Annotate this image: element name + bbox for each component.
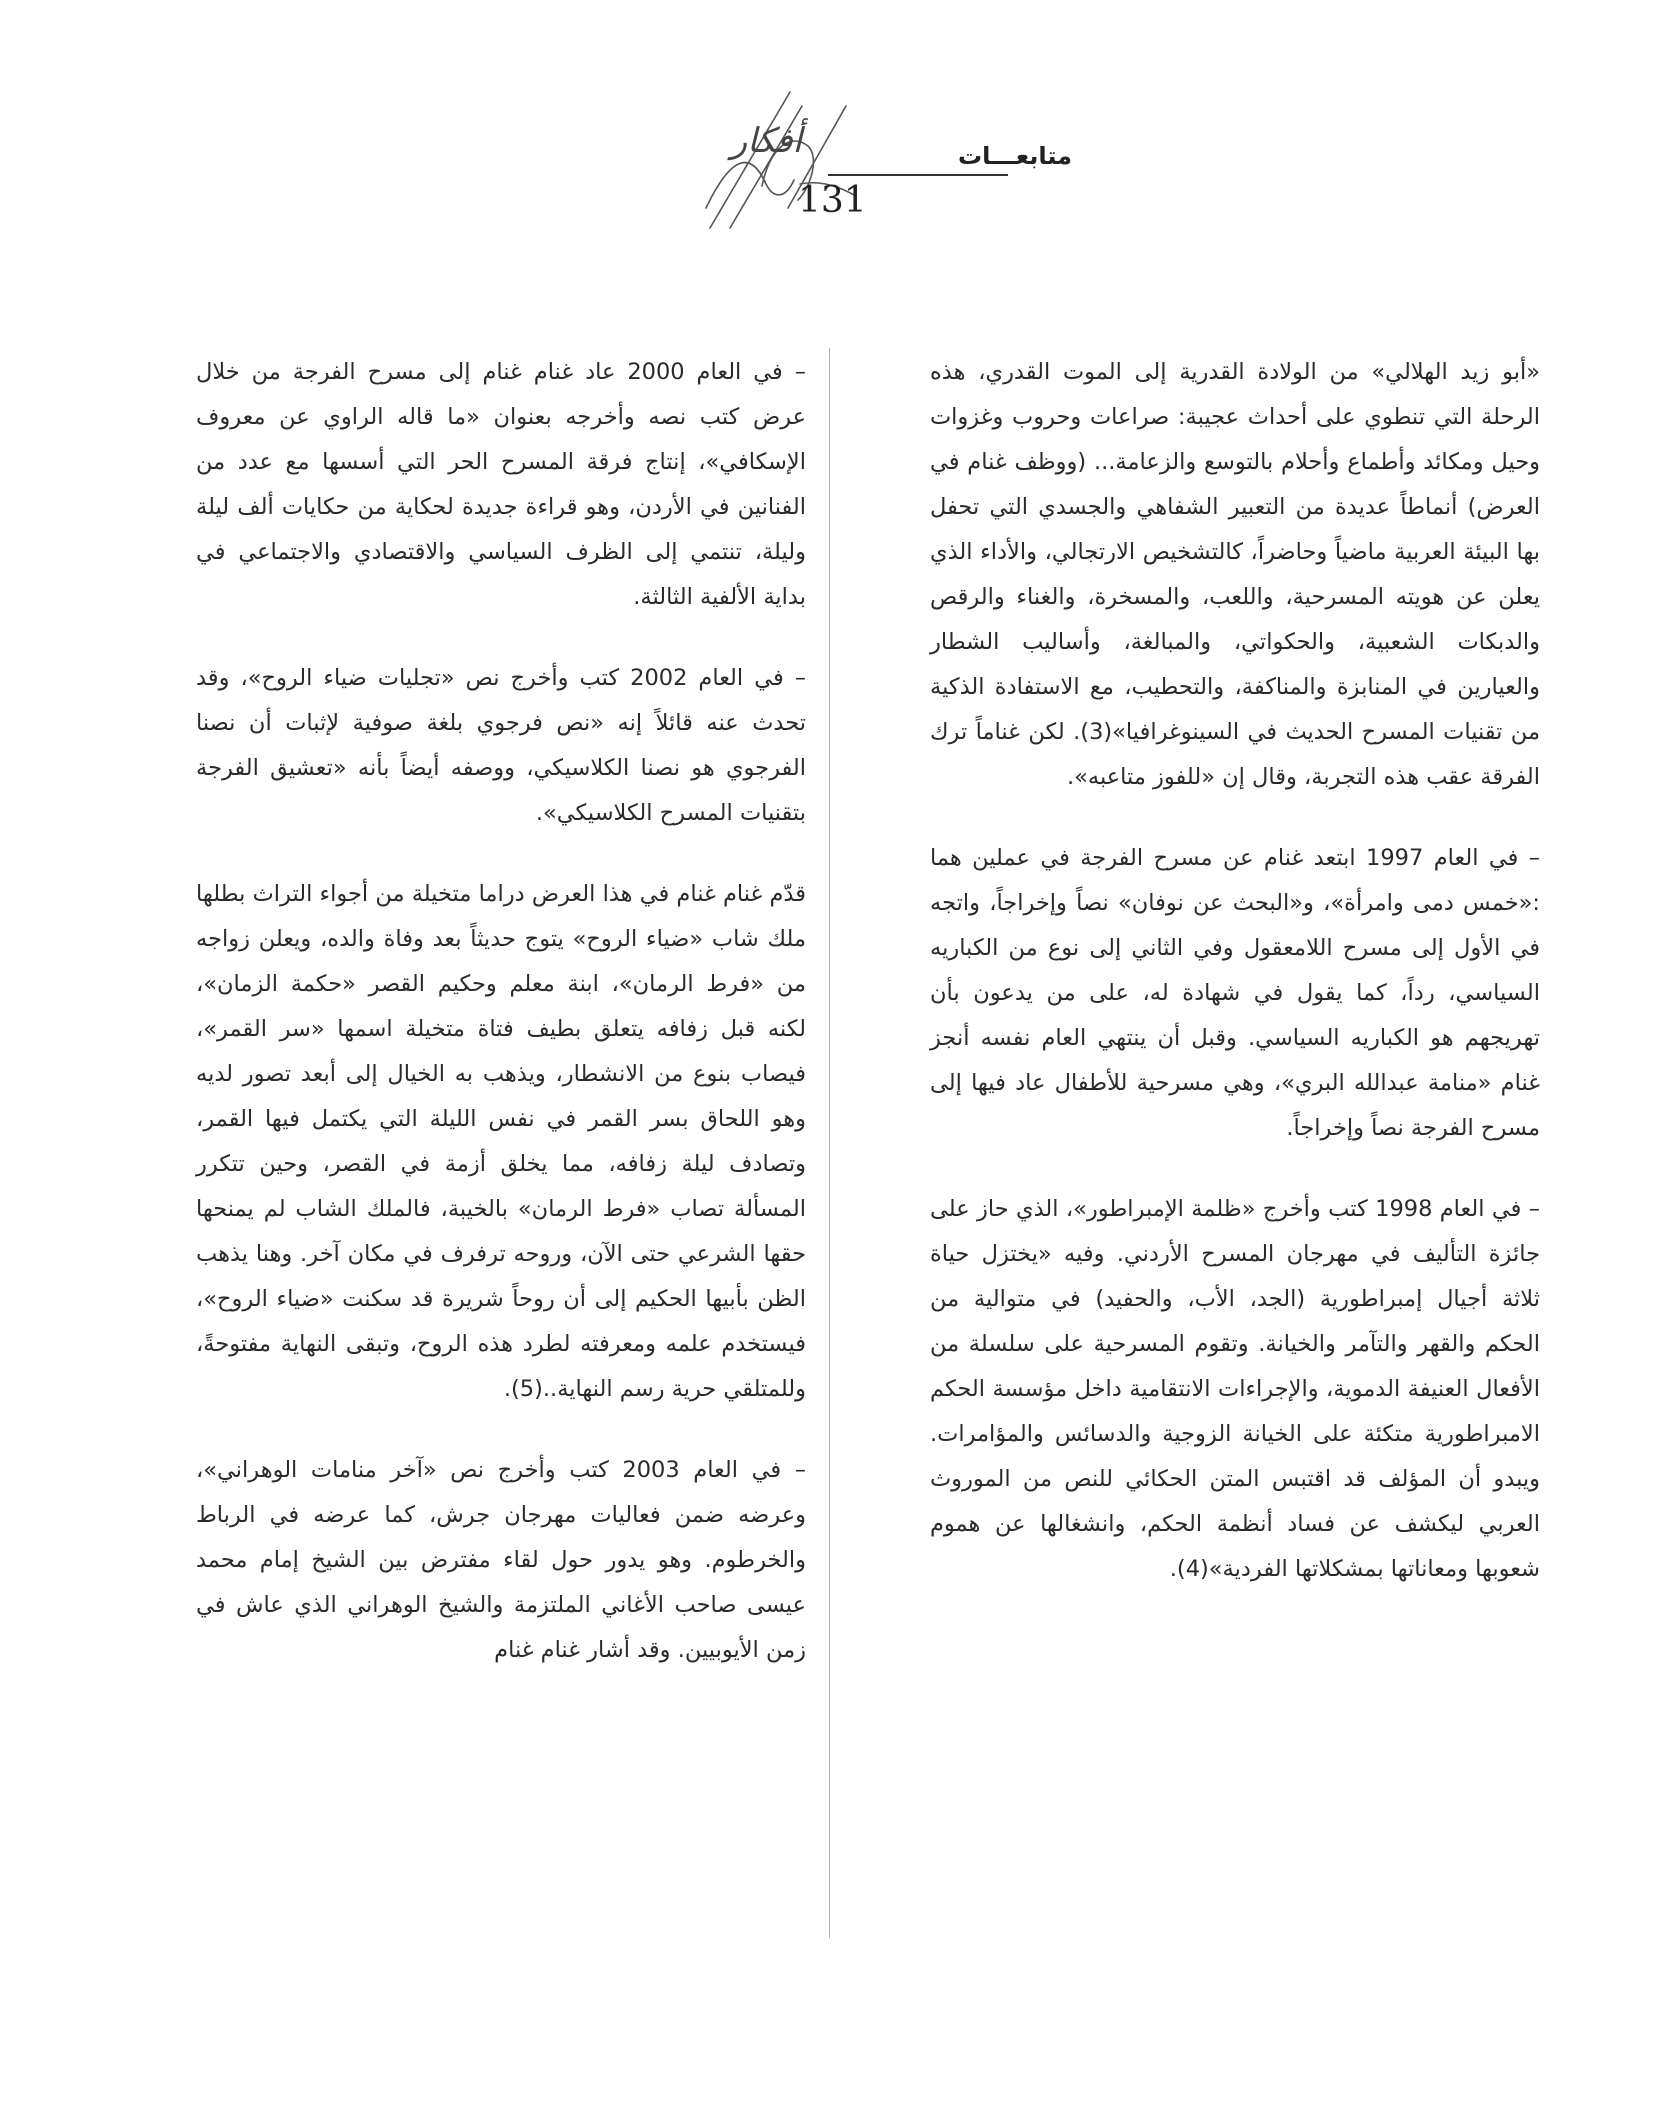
left-column	[196, 350, 806, 1709]
column-divider	[829, 348, 830, 1938]
paragraph: – في العام 2002 كتب وأخرج نص «تجليات ضياء الروح»، وقد تحدث عنه قائلاً إنه «نص فرجوي بلغة صوفية لإثبات أن نصنا الفرجوي هو نصنا الكلاسيكي، ووصفه أيضاً بأنه «تعشيق الفرجة بتقنيات المسرح الكلاسيكي».	[196, 665, 806, 826]
header-rule	[828, 174, 1008, 176]
paragraph: «أبو زيد الهلالي» من الولادة القدرية إلى الموت القدري، هذه الرحلة التي تنطوي على أحداث عجيبة: صراعات وحروب وغزوات وحيل ومكائد وأطماع وأحلام بالتوسع والزعامة... (ووظف غنام في العرض) أنماطاً عديدة من التعبير الشفاهي والجسدي التي تحفل بها البيئة العربية ماضياً وحاضراً، كالتشخيص الارتجالي، والأداء الذي يعلن عن هويته المسرحية، واللعب، والمسخرة، والغناء والرقص والدبكات الشعبية، والحكواتي، والمبالغة، وأساليب الشطار والعيارين في المنابزة والمناكفة، والتحطيب، مع الاستفادة الذكية من تقنيات المسرح الحديث في السينوغرافيا»(3). لكن غناماً ترك الفرقة عقب هذه التجربة، وقال إن «للفوز متاعبه».	[930, 359, 1540, 790]
paragraph: – في العام 2000 عاد غنام غنام إلى مسرح الفرجة من خلال عرض كتب نصه وأخرجه بعنوان «ما قاله الراوي عن معروف الإسكافي»، إنتاج فرقة المسرح الحر التي أسسها مع عدد من الفنانين في الأردن، وهو قراءة جديدة لحكاية من حكايات ألف ليلة وليلة، تنتمي إلى الظرف السياسي والاقتصادي والاجتماعي في بداية الألفية الثالثة.	[196, 359, 806, 610]
paragraph: – في العام 2003 كتب وأخرج نص «آخر منامات الوهراني»، وعرضه ضمن فعاليات مهرجان جرش، كما عرضه في الرباط والخرطوم. وهو يدور حول لقاء مفترض بين الشيخ إمام محمد عيسى صاحب الأغاني الملتزمة والشيخ الوهراني الذي عاش في زمن الأيوبيين. وقد أشار غنام غنام	[196, 1457, 806, 1663]
paragraph: – في العام 1997 ابتعد غنام عن مسرح الفرجة في عملين هما :«خمس دمى وامرأة»، و«البحث عن نوفان» نصاً وإخراجاً، واتجه في الأول إلى مسرح اللامعقول وفي الثاني إلى نوع من الكباريه السياسي، رداً، كما يقول في شهادة له، على من يدعون بأن تهريجهم هو الكباريه السياسي. وقبل أن ينتهي العام نفسه أنجز غنام «منامة عبدالله البري»، وهي مسرحية للأطفال عاد فيها إلى مسرح الفرجة نصاً وإخراجاً.	[930, 845, 1540, 1141]
paragraph: قدّم غنام غنام في هذا العرض دراما متخيلة من أجواء التراث بطلها ملك شاب «ضياء الروح» يتوج حديثاً بعد وفاة والده، ويعلن زواجه من «فرط الرمان»، ابنة معلم وحكيم القصر «حكمة الزمان»، لكنه قبل زفافه يتعلق بطيف فتاة متخيلة اسمها «سر القمر»، فيصاب بنوع من الانشطار، ويذهب به الخيال إلى أبعد تصور لديه وهو اللحاق بسر القمر في نفس الليلة التي يكتمل فيها القمر، وتصادف ليلة زفافه، مما يخلق أزمة في القصر، وحين تتكرر المسألة تصاب «فرط الرمان» بالخيبة، فالملك الشاب لم يمنحها حقها الشرعي حتى الآن، وروحه ترفرف في مكان آخر. وهنا يذهب الظن بأبيها الحكيم إلى أن روحاً شريرة قد سكنت «ضياء الروح»، فيستخدم علمه ومعرفته لطرد هذه الروح، وتبقى النهاية مفتوحةً، وللمتلقي حرية رسم النهاية..(5).	[196, 881, 806, 1402]
page-header	[560, 88, 1080, 238]
section-label: متابعـــات	[958, 142, 1072, 170]
paragraph: – في العام 1998 كتب وأخرج «ظلمة الإمبراطور»، الذي حاز على جائزة التأليف في مهرجان المسرح الأردني. وفيه «يختزل حياة ثلاثة أجيال إمبراطورية (الجد، الأب، والحفيد) في متوالية من الحكم والقهر والتآمر والخيانة. وتقوم المسرحية على سلسلة من الأفعال العنيفة الدموية، والإجراءات الانتقامية داخل مؤسسة الحكم الامبراطورية متكئة على الخيانة الزوجية والدسائس والمؤامرات. ويبدو أن المؤلف قد اقتبس المتن الحكائي للنص من الموروث العربي ليكشف عن فساد أنظمة الحكم، وانشغالها عن هموم شعوبها ومعاناتها بمشكلاتها الفردية»(4).	[930, 1196, 1540, 1582]
page-number: 131	[798, 180, 867, 221]
right-column	[930, 350, 1540, 1628]
logo-text: أفكار	[730, 121, 802, 161]
